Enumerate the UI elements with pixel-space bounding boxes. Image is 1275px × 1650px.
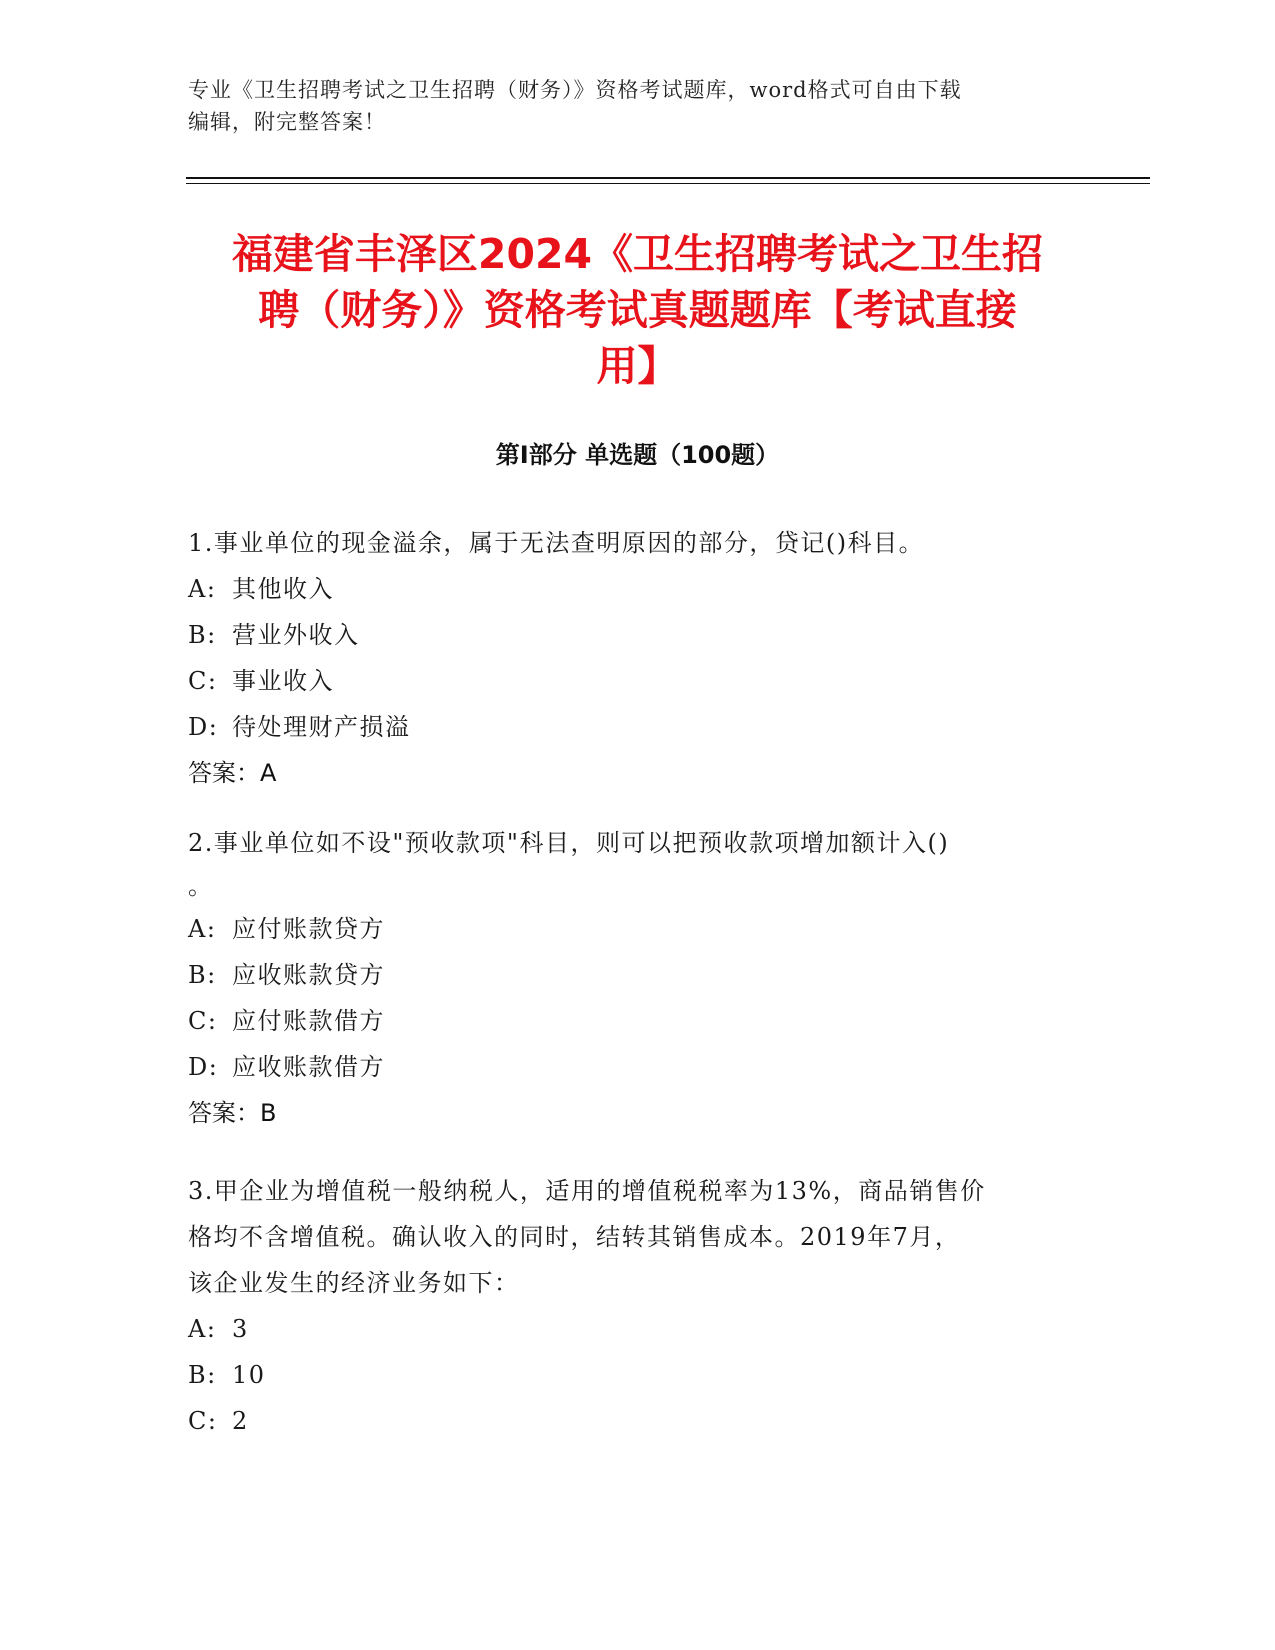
option-text: 营业外收入 bbox=[232, 621, 360, 649]
option-d bbox=[188, 704, 1088, 750]
option-text: 事业收入 bbox=[232, 667, 334, 695]
option-d bbox=[188, 1044, 1088, 1090]
header-note-line-1: 专业《卫生招聘考试之卫生招聘（财务）》资格考试题库，word格式可自由下载 bbox=[188, 78, 962, 102]
question-text-line-2: 。 bbox=[188, 872, 214, 900]
option-b bbox=[188, 1352, 1088, 1398]
option-text: 其他收入 bbox=[232, 575, 334, 603]
option-text: 待处理财产损溢 bbox=[232, 713, 411, 741]
option-text: 应付账款贷方 bbox=[232, 915, 385, 943]
option-key: B: bbox=[188, 961, 217, 989]
option-c bbox=[188, 998, 1088, 1044]
option-a bbox=[188, 566, 1088, 612]
option-c bbox=[188, 658, 1088, 704]
option-b bbox=[188, 952, 1088, 998]
option-text: 应收账款贷方 bbox=[232, 961, 385, 989]
option-text: 应付账款借方 bbox=[232, 1007, 385, 1035]
question-2 bbox=[188, 820, 1088, 1136]
option-key: B: bbox=[188, 1361, 217, 1389]
option-key: C: bbox=[188, 667, 218, 695]
option-c bbox=[188, 1398, 1088, 1444]
option-text: 10 bbox=[232, 1361, 266, 1389]
option-key: C: bbox=[188, 1407, 218, 1435]
option-a bbox=[188, 906, 1088, 952]
title-line-3: 用】 bbox=[596, 342, 679, 390]
question-text: 1.事业单位的现金溢余，属于无法查明原因的部分，贷记()科目。 bbox=[188, 529, 925, 557]
option-b bbox=[188, 612, 1088, 658]
header-divider-thick bbox=[186, 177, 1150, 179]
title-line-2: 聘（财务）》资格考试真题题库【考试直接 bbox=[258, 286, 1017, 334]
option-key: B: bbox=[188, 621, 217, 649]
option-key: A: bbox=[188, 1315, 217, 1343]
answer-label: 答案：A bbox=[188, 759, 277, 787]
option-a bbox=[188, 1306, 1088, 1352]
option-text: 2 bbox=[232, 1407, 249, 1435]
question-3 bbox=[188, 1168, 1088, 1444]
section-heading: 第Ⅰ部分 单选题（100题） bbox=[495, 441, 780, 469]
option-text: 3 bbox=[232, 1315, 249, 1343]
option-text: 应收账款借方 bbox=[232, 1053, 385, 1081]
question-1 bbox=[188, 520, 1088, 796]
option-key: A: bbox=[188, 915, 217, 943]
question-text-line-3: 该企业发生的经济业务如下： bbox=[188, 1269, 520, 1297]
option-key: C: bbox=[188, 1007, 218, 1035]
question-text-line-1: 3.甲企业为增值税一般纳税人，适用的增值税税率为13%，商品销售价 bbox=[188, 1177, 986, 1205]
title-line-1: 福建省丰泽区2024《卫生招聘考试之卫生招 bbox=[231, 230, 1044, 278]
option-key: D: bbox=[188, 713, 219, 741]
document-title bbox=[150, 226, 1125, 394]
header-note-line-2: 编辑，附完整答案！ bbox=[188, 110, 386, 134]
option-key: A: bbox=[188, 575, 217, 603]
question-text-line-1: 2.事业单位如不设"预收款项"科目，则可以把预收款项增加额计入() bbox=[188, 829, 950, 857]
question-text-line-2: 格均不含增值税。确认收入的同时，结转其销售成本。2019年7月， bbox=[188, 1223, 961, 1251]
option-key: D: bbox=[188, 1053, 219, 1081]
header-note bbox=[188, 74, 1088, 138]
answer-label: 答案：B bbox=[188, 1099, 277, 1127]
header-divider-thin bbox=[186, 183, 1150, 184]
